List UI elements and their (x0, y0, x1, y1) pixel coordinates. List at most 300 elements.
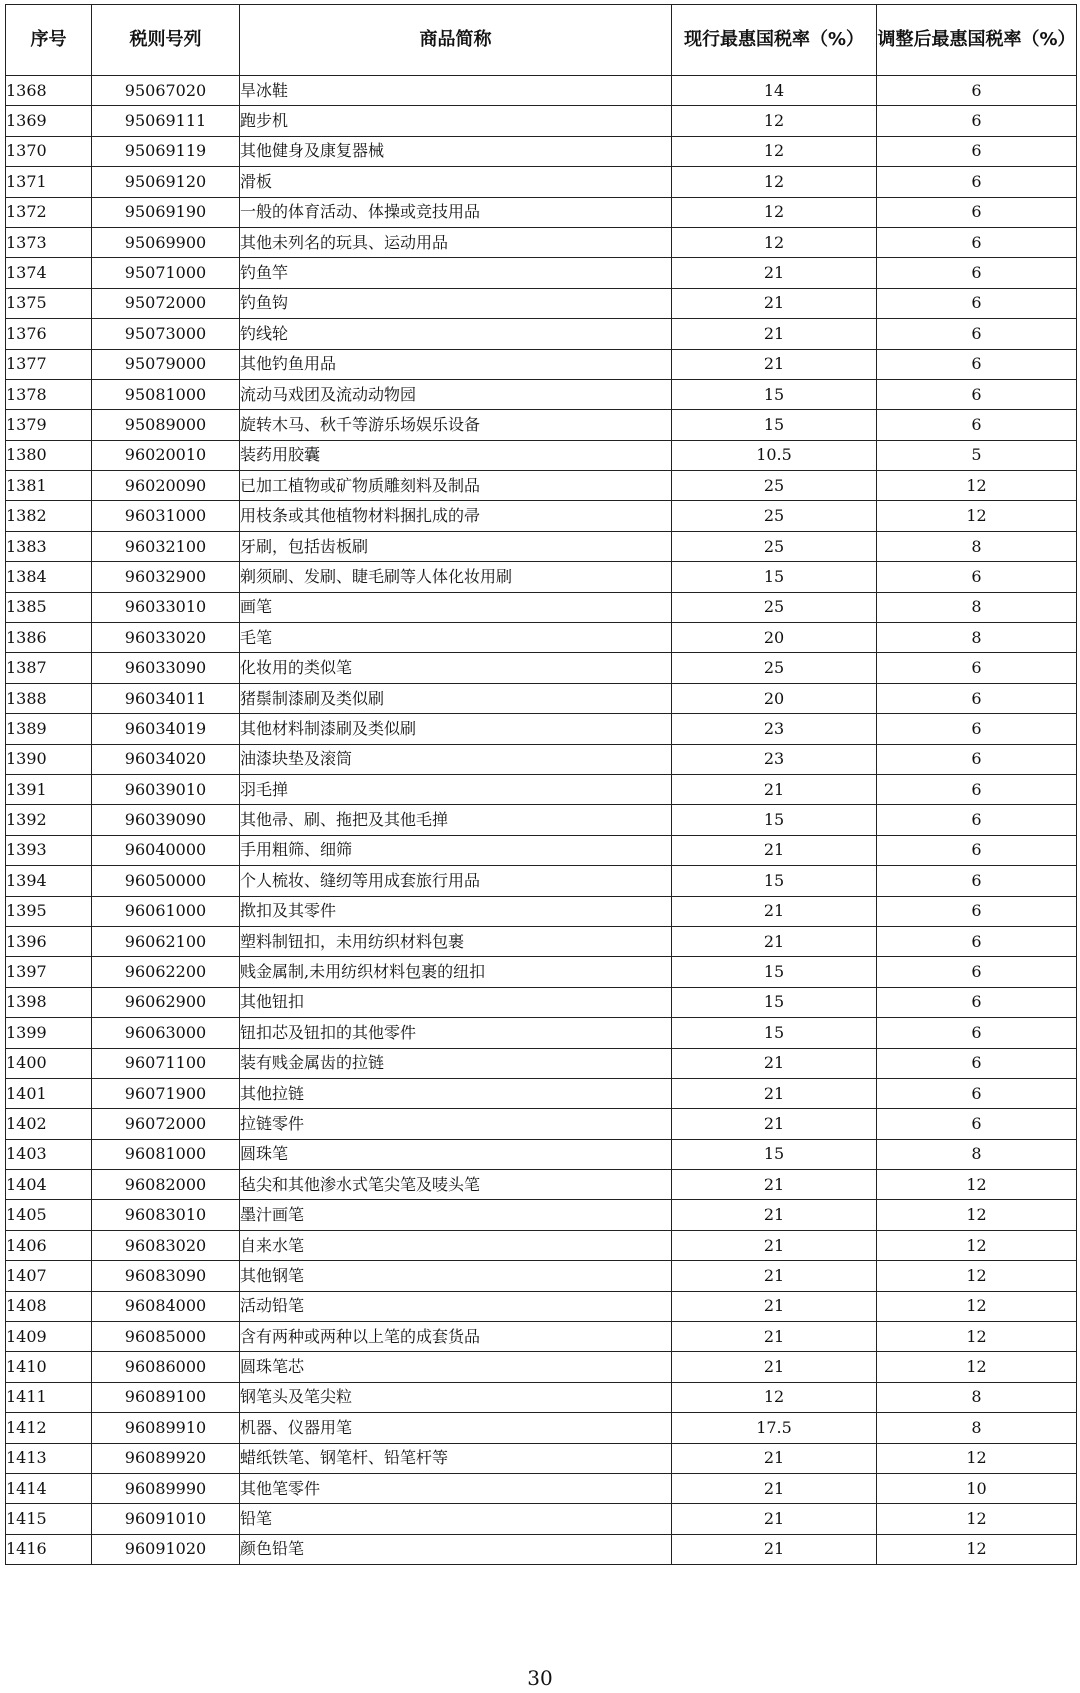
cell-seq: 1414 (6, 1473, 92, 1503)
cell-tariff-code: 96034011 (92, 683, 240, 713)
cell-new-rate: 6 (877, 197, 1077, 227)
cell-product-name: 钓线轮 (240, 319, 672, 349)
cell-product-name: 猪鬃制漆刷及类似刷 (240, 683, 672, 713)
cell-current-rate: 20 (672, 683, 877, 713)
table-row (6, 106, 1077, 136)
table-header (6, 5, 1077, 76)
cell-current-rate: 21 (672, 835, 877, 865)
cell-current-rate: 21 (672, 774, 877, 804)
cell-new-rate: 6 (877, 1048, 1077, 1078)
cell-seq: 1392 (6, 805, 92, 835)
table-row (6, 1048, 1077, 1078)
cell-tariff-code: 95081000 (92, 379, 240, 409)
cell-seq: 1398 (6, 987, 92, 1017)
cell-new-rate: 8 (877, 1139, 1077, 1169)
cell-seq: 1377 (6, 349, 92, 379)
cell-new-rate: 12 (877, 1230, 1077, 1260)
cell-tariff-code: 95069119 (92, 136, 240, 166)
cell-current-rate: 23 (672, 714, 877, 744)
cell-product-name: 贱金属制,未用纺织材料包裹的纽扣 (240, 957, 672, 987)
cell-current-rate: 12 (672, 227, 877, 257)
table-row (6, 1109, 1077, 1139)
cell-seq: 1378 (6, 379, 92, 409)
cell-seq: 1413 (6, 1443, 92, 1473)
cell-tariff-code: 96061000 (92, 896, 240, 926)
cell-seq: 1416 (6, 1534, 92, 1564)
cell-current-rate: 15 (672, 379, 877, 409)
cell-product-name: 其他帚、刷、拖把及其他毛掸 (240, 805, 672, 835)
cell-new-rate: 8 (877, 623, 1077, 653)
cell-current-rate: 21 (672, 1078, 877, 1108)
cell-seq: 1402 (6, 1109, 92, 1139)
cell-new-rate: 6 (877, 379, 1077, 409)
cell-seq: 1410 (6, 1352, 92, 1382)
cell-seq: 1412 (6, 1413, 92, 1443)
cell-current-rate: 21 (672, 319, 877, 349)
cell-new-rate: 5 (877, 440, 1077, 470)
cell-tariff-code: 96063000 (92, 1018, 240, 1048)
cell-tariff-code: 96050000 (92, 866, 240, 896)
table-row (6, 471, 1077, 501)
table-row (6, 1443, 1077, 1473)
table-row (6, 349, 1077, 379)
cell-tariff-code: 96071900 (92, 1078, 240, 1108)
cell-current-rate: 12 (672, 136, 877, 166)
table-row (6, 197, 1077, 227)
cell-tariff-code: 96033020 (92, 623, 240, 653)
table-row (6, 379, 1077, 409)
cell-current-rate: 14 (672, 76, 877, 106)
cell-tariff-code: 96033090 (92, 653, 240, 683)
cell-current-rate: 12 (672, 106, 877, 136)
cell-product-name: 钮扣芯及钮扣的其他零件 (240, 1018, 672, 1048)
cell-current-rate: 21 (672, 1109, 877, 1139)
cell-seq: 1404 (6, 1170, 92, 1200)
cell-seq: 1380 (6, 440, 92, 470)
cell-product-name: 化妆用的类似笔 (240, 653, 672, 683)
cell-new-rate: 8 (877, 531, 1077, 561)
table-row (6, 957, 1077, 987)
table-row (6, 1352, 1077, 1382)
cell-tariff-code: 96039090 (92, 805, 240, 835)
cell-product-name: 毛笔 (240, 623, 672, 653)
cell-new-rate: 12 (877, 1322, 1077, 1352)
cell-current-rate: 17.5 (672, 1413, 877, 1443)
table-row (6, 440, 1077, 470)
table-body (6, 76, 1077, 1565)
cell-product-name: 拉链零件 (240, 1109, 672, 1139)
table-row (6, 288, 1077, 318)
tariff-table (5, 4, 1077, 1565)
cell-current-rate: 21 (672, 1230, 877, 1260)
cell-current-rate: 21 (672, 1322, 877, 1352)
table-row (6, 1504, 1077, 1534)
cell-current-rate: 15 (672, 957, 877, 987)
cell-new-rate: 8 (877, 1382, 1077, 1412)
table-row (6, 501, 1077, 531)
cell-current-rate: 15 (672, 987, 877, 1017)
cell-current-rate: 25 (672, 501, 877, 531)
cell-seq: 1394 (6, 866, 92, 896)
cell-new-rate: 6 (877, 653, 1077, 683)
cell-new-rate: 6 (877, 227, 1077, 257)
cell-product-name: 塑料制钮扣，未用纺织材料包裹 (240, 926, 672, 956)
cell-new-rate: 6 (877, 1018, 1077, 1048)
cell-new-rate: 12 (877, 1261, 1077, 1291)
header-code: 税则号列 (92, 5, 240, 76)
table-row (6, 866, 1077, 896)
cell-seq: 1384 (6, 562, 92, 592)
cell-new-rate: 6 (877, 76, 1077, 106)
cell-current-rate: 21 (672, 926, 877, 956)
cell-product-name: 颜色铅笔 (240, 1534, 672, 1564)
table-row (6, 623, 1077, 653)
cell-product-name: 含有两种或两种以上笔的成套货品 (240, 1322, 672, 1352)
cell-seq: 1387 (6, 653, 92, 683)
cell-product-name: 钢笔头及笔尖粒 (240, 1382, 672, 1412)
cell-tariff-code: 96091020 (92, 1534, 240, 1564)
page-number: 30 (527, 1666, 553, 1690)
cell-current-rate: 21 (672, 1473, 877, 1503)
table-row (6, 683, 1077, 713)
cell-current-rate: 15 (672, 562, 877, 592)
cell-tariff-code: 95072000 (92, 288, 240, 318)
cell-seq: 1406 (6, 1230, 92, 1260)
table-row (6, 1200, 1077, 1230)
table-row (6, 714, 1077, 744)
cell-product-name: 旱冰鞋 (240, 76, 672, 106)
table-row (6, 562, 1077, 592)
cell-tariff-code: 96085000 (92, 1322, 240, 1352)
cell-tariff-code: 95089000 (92, 410, 240, 440)
cell-new-rate: 12 (877, 1170, 1077, 1200)
cell-seq: 1379 (6, 410, 92, 440)
cell-product-name: 手用粗筛、细筛 (240, 835, 672, 865)
cell-tariff-code: 96020010 (92, 440, 240, 470)
cell-new-rate: 6 (877, 714, 1077, 744)
cell-new-rate: 6 (877, 835, 1077, 865)
cell-seq: 1386 (6, 623, 92, 653)
cell-product-name: 活动铅笔 (240, 1291, 672, 1321)
table-row (6, 1078, 1077, 1108)
cell-new-rate: 10 (877, 1473, 1077, 1503)
cell-new-rate: 6 (877, 136, 1077, 166)
table-row (6, 1018, 1077, 1048)
table-row (6, 653, 1077, 683)
cell-new-rate: 6 (877, 866, 1077, 896)
cell-tariff-code: 96089100 (92, 1382, 240, 1412)
cell-new-rate: 12 (877, 1504, 1077, 1534)
table-row (6, 1291, 1077, 1321)
cell-product-name: 旋转木马、秋千等游乐场娱乐设备 (240, 410, 672, 440)
cell-seq: 1369 (6, 106, 92, 136)
cell-tariff-code: 95069120 (92, 167, 240, 197)
cell-product-name: 毡尖和其他渗水式笔尖笔及唛头笔 (240, 1170, 672, 1200)
cell-current-rate: 21 (672, 288, 877, 318)
header-current-rate: 现行最惠国税率（%） (672, 5, 877, 76)
cell-current-rate: 15 (672, 1139, 877, 1169)
cell-product-name: 自来水笔 (240, 1230, 672, 1260)
cell-product-name: 圆珠笔 (240, 1139, 672, 1169)
cell-current-rate: 25 (672, 471, 877, 501)
cell-new-rate: 12 (877, 471, 1077, 501)
cell-seq: 1389 (6, 714, 92, 744)
header-name: 商品简称 (240, 5, 672, 76)
cell-new-rate: 6 (877, 562, 1077, 592)
table-row (6, 805, 1077, 835)
cell-new-rate: 6 (877, 410, 1077, 440)
header-seq: 序号 (6, 5, 92, 76)
cell-seq: 1397 (6, 957, 92, 987)
cell-current-rate: 12 (672, 1382, 877, 1412)
cell-seq: 1382 (6, 501, 92, 531)
cell-seq: 1411 (6, 1382, 92, 1412)
cell-seq: 1371 (6, 167, 92, 197)
cell-seq: 1391 (6, 774, 92, 804)
cell-product-name: 蜡纸铁笔、钢笔杆、铅笔杆等 (240, 1443, 672, 1473)
cell-tariff-code: 96084000 (92, 1291, 240, 1321)
cell-tariff-code: 96031000 (92, 501, 240, 531)
cell-product-name: 其他钓鱼用品 (240, 349, 672, 379)
cell-new-rate: 6 (877, 957, 1077, 987)
table-row (6, 531, 1077, 561)
cell-current-rate: 21 (672, 1504, 877, 1534)
cell-seq: 1403 (6, 1139, 92, 1169)
cell-tariff-code: 96089910 (92, 1413, 240, 1443)
table-row (6, 319, 1077, 349)
cell-seq: 1395 (6, 896, 92, 926)
cell-seq: 1381 (6, 471, 92, 501)
table-row (6, 774, 1077, 804)
cell-seq: 1405 (6, 1200, 92, 1230)
cell-seq: 1374 (6, 258, 92, 288)
cell-tariff-code: 96089990 (92, 1473, 240, 1503)
cell-product-name: 机器、仪器用笔 (240, 1413, 672, 1443)
cell-product-name: 油漆块垫及滚筒 (240, 744, 672, 774)
cell-seq: 1393 (6, 835, 92, 865)
table-row (6, 1170, 1077, 1200)
cell-tariff-code: 96020090 (92, 471, 240, 501)
cell-new-rate: 6 (877, 987, 1077, 1017)
table-row (6, 1382, 1077, 1412)
cell-current-rate: 21 (672, 1443, 877, 1473)
cell-tariff-code: 95069111 (92, 106, 240, 136)
cell-seq: 1388 (6, 683, 92, 713)
cell-current-rate: 15 (672, 1018, 877, 1048)
cell-product-name: 钓鱼钩 (240, 288, 672, 318)
table-row (6, 136, 1077, 166)
cell-tariff-code: 95071000 (92, 258, 240, 288)
cell-seq: 1368 (6, 76, 92, 106)
cell-seq: 1408 (6, 1291, 92, 1321)
table-row (6, 987, 1077, 1017)
cell-current-rate: 21 (672, 1200, 877, 1230)
table-row (6, 1230, 1077, 1260)
cell-new-rate: 6 (877, 744, 1077, 774)
cell-current-rate: 21 (672, 349, 877, 379)
table-row (6, 592, 1077, 622)
cell-product-name: 铅笔 (240, 1504, 672, 1534)
cell-product-name: 其他材料制漆刷及类似刷 (240, 714, 672, 744)
cell-seq: 1415 (6, 1504, 92, 1534)
header-new-rate: 调整后最惠国税率（%） (877, 5, 1077, 76)
cell-new-rate: 6 (877, 349, 1077, 379)
cell-new-rate: 12 (877, 1291, 1077, 1321)
cell-seq: 1407 (6, 1261, 92, 1291)
cell-new-rate: 12 (877, 501, 1077, 531)
cell-tariff-code: 96083020 (92, 1230, 240, 1260)
cell-new-rate: 12 (877, 1352, 1077, 1382)
cell-product-name: 揿扣及其零件 (240, 896, 672, 926)
cell-seq: 1370 (6, 136, 92, 166)
cell-current-rate: 21 (672, 1048, 877, 1078)
cell-product-name: 墨汁画笔 (240, 1200, 672, 1230)
cell-product-name: 其他拉链 (240, 1078, 672, 1108)
cell-tariff-code: 96032900 (92, 562, 240, 592)
cell-new-rate: 6 (877, 288, 1077, 318)
cell-seq: 1385 (6, 592, 92, 622)
cell-product-name: 剃须刷、发刷、睫毛刷等人体化妆用刷 (240, 562, 672, 592)
cell-tariff-code: 95069900 (92, 227, 240, 257)
cell-seq: 1376 (6, 319, 92, 349)
cell-new-rate: 12 (877, 1200, 1077, 1230)
cell-current-rate: 21 (672, 1352, 877, 1382)
cell-product-name: 一般的体育活动、体操或竞技用品 (240, 197, 672, 227)
cell-seq: 1399 (6, 1018, 92, 1048)
cell-new-rate: 6 (877, 167, 1077, 197)
cell-tariff-code: 96089920 (92, 1443, 240, 1473)
cell-new-rate: 6 (877, 319, 1077, 349)
cell-tariff-code: 96032100 (92, 531, 240, 561)
cell-current-rate: 21 (672, 1534, 877, 1564)
cell-tariff-code: 96062900 (92, 987, 240, 1017)
cell-new-rate: 6 (877, 1078, 1077, 1108)
cell-current-rate: 25 (672, 653, 877, 683)
cell-tariff-code: 96034020 (92, 744, 240, 774)
cell-seq: 1390 (6, 744, 92, 774)
cell-tariff-code: 96082000 (92, 1170, 240, 1200)
table-row (6, 1261, 1077, 1291)
cell-product-name: 其他钮扣 (240, 987, 672, 1017)
cell-tariff-code: 96033010 (92, 592, 240, 622)
table-row (6, 926, 1077, 956)
table-row (6, 1534, 1077, 1564)
cell-seq: 1383 (6, 531, 92, 561)
cell-current-rate: 25 (672, 592, 877, 622)
cell-product-name: 羽毛掸 (240, 774, 672, 804)
cell-current-rate: 23 (672, 744, 877, 774)
table-row (6, 1322, 1077, 1352)
cell-new-rate: 12 (877, 1534, 1077, 1564)
table-row (6, 258, 1077, 288)
cell-seq: 1372 (6, 197, 92, 227)
cell-new-rate: 6 (877, 683, 1077, 713)
cell-tariff-code: 96062200 (92, 957, 240, 987)
cell-current-rate: 15 (672, 866, 877, 896)
cell-current-rate: 21 (672, 258, 877, 288)
cell-current-rate: 21 (672, 1291, 877, 1321)
cell-tariff-code: 96081000 (92, 1139, 240, 1169)
cell-tariff-code: 96072000 (92, 1109, 240, 1139)
cell-new-rate: 6 (877, 896, 1077, 926)
cell-product-name: 装有贱金属齿的拉链 (240, 1048, 672, 1078)
cell-current-rate: 10.5 (672, 440, 877, 470)
cell-product-name: 钓鱼竿 (240, 258, 672, 288)
cell-product-name: 流动马戏团及流动动物园 (240, 379, 672, 409)
cell-current-rate: 12 (672, 167, 877, 197)
cell-product-name: 其他笔零件 (240, 1473, 672, 1503)
cell-current-rate: 12 (672, 197, 877, 227)
cell-new-rate: 8 (877, 1413, 1077, 1443)
cell-tariff-code: 96062100 (92, 926, 240, 956)
cell-product-name: 滑板 (240, 167, 672, 197)
table-row (6, 76, 1077, 106)
cell-seq: 1375 (6, 288, 92, 318)
cell-tariff-code: 96086000 (92, 1352, 240, 1382)
cell-new-rate: 6 (877, 805, 1077, 835)
table-row (6, 896, 1077, 926)
cell-seq: 1400 (6, 1048, 92, 1078)
cell-product-name: 装药用胶囊 (240, 440, 672, 470)
cell-current-rate: 21 (672, 896, 877, 926)
cell-product-name: 跑步机 (240, 106, 672, 136)
cell-product-name: 已加工植物或矿物质雕刻料及制品 (240, 471, 672, 501)
cell-new-rate: 6 (877, 258, 1077, 288)
cell-product-name: 其他健身及康复器械 (240, 136, 672, 166)
cell-product-name: 牙刷，包括齿板刷 (240, 531, 672, 561)
table-row (6, 410, 1077, 440)
cell-tariff-code: 95067020 (92, 76, 240, 106)
cell-seq: 1373 (6, 227, 92, 257)
cell-product-name: 圆珠笔芯 (240, 1352, 672, 1382)
cell-current-rate: 25 (672, 531, 877, 561)
cell-new-rate: 6 (877, 774, 1077, 804)
cell-product-name: 个人梳妆、缝纫等用成套旅行用品 (240, 866, 672, 896)
cell-tariff-code: 95073000 (92, 319, 240, 349)
cell-new-rate: 6 (877, 106, 1077, 136)
cell-current-rate: 21 (672, 1261, 877, 1291)
cell-tariff-code: 96083090 (92, 1261, 240, 1291)
table-row (6, 744, 1077, 774)
cell-seq: 1409 (6, 1322, 92, 1352)
table-row (6, 1413, 1077, 1443)
cell-tariff-code: 95079000 (92, 349, 240, 379)
cell-new-rate: 6 (877, 926, 1077, 956)
table-row (6, 1139, 1077, 1169)
cell-new-rate: 12 (877, 1443, 1077, 1473)
cell-tariff-code: 96034019 (92, 714, 240, 744)
cell-product-name: 其他钢笔 (240, 1261, 672, 1291)
cell-product-name: 用枝条或其他植物材料捆扎成的帚 (240, 501, 672, 531)
cell-tariff-code: 96083010 (92, 1200, 240, 1230)
table-row (6, 167, 1077, 197)
cell-current-rate: 15 (672, 805, 877, 835)
cell-tariff-code: 96071100 (92, 1048, 240, 1078)
cell-tariff-code: 96040000 (92, 835, 240, 865)
table-row (6, 227, 1077, 257)
cell-new-rate: 8 (877, 592, 1077, 622)
cell-seq: 1396 (6, 926, 92, 956)
cell-product-name: 其他未列名的玩具、运动用品 (240, 227, 672, 257)
table-row (6, 1473, 1077, 1503)
table-row (6, 835, 1077, 865)
cell-tariff-code: 96039010 (92, 774, 240, 804)
cell-current-rate: 15 (672, 410, 877, 440)
header-row (6, 5, 1077, 76)
cell-new-rate: 6 (877, 1109, 1077, 1139)
cell-tariff-code: 95069190 (92, 197, 240, 227)
cell-tariff-code: 96091010 (92, 1504, 240, 1534)
